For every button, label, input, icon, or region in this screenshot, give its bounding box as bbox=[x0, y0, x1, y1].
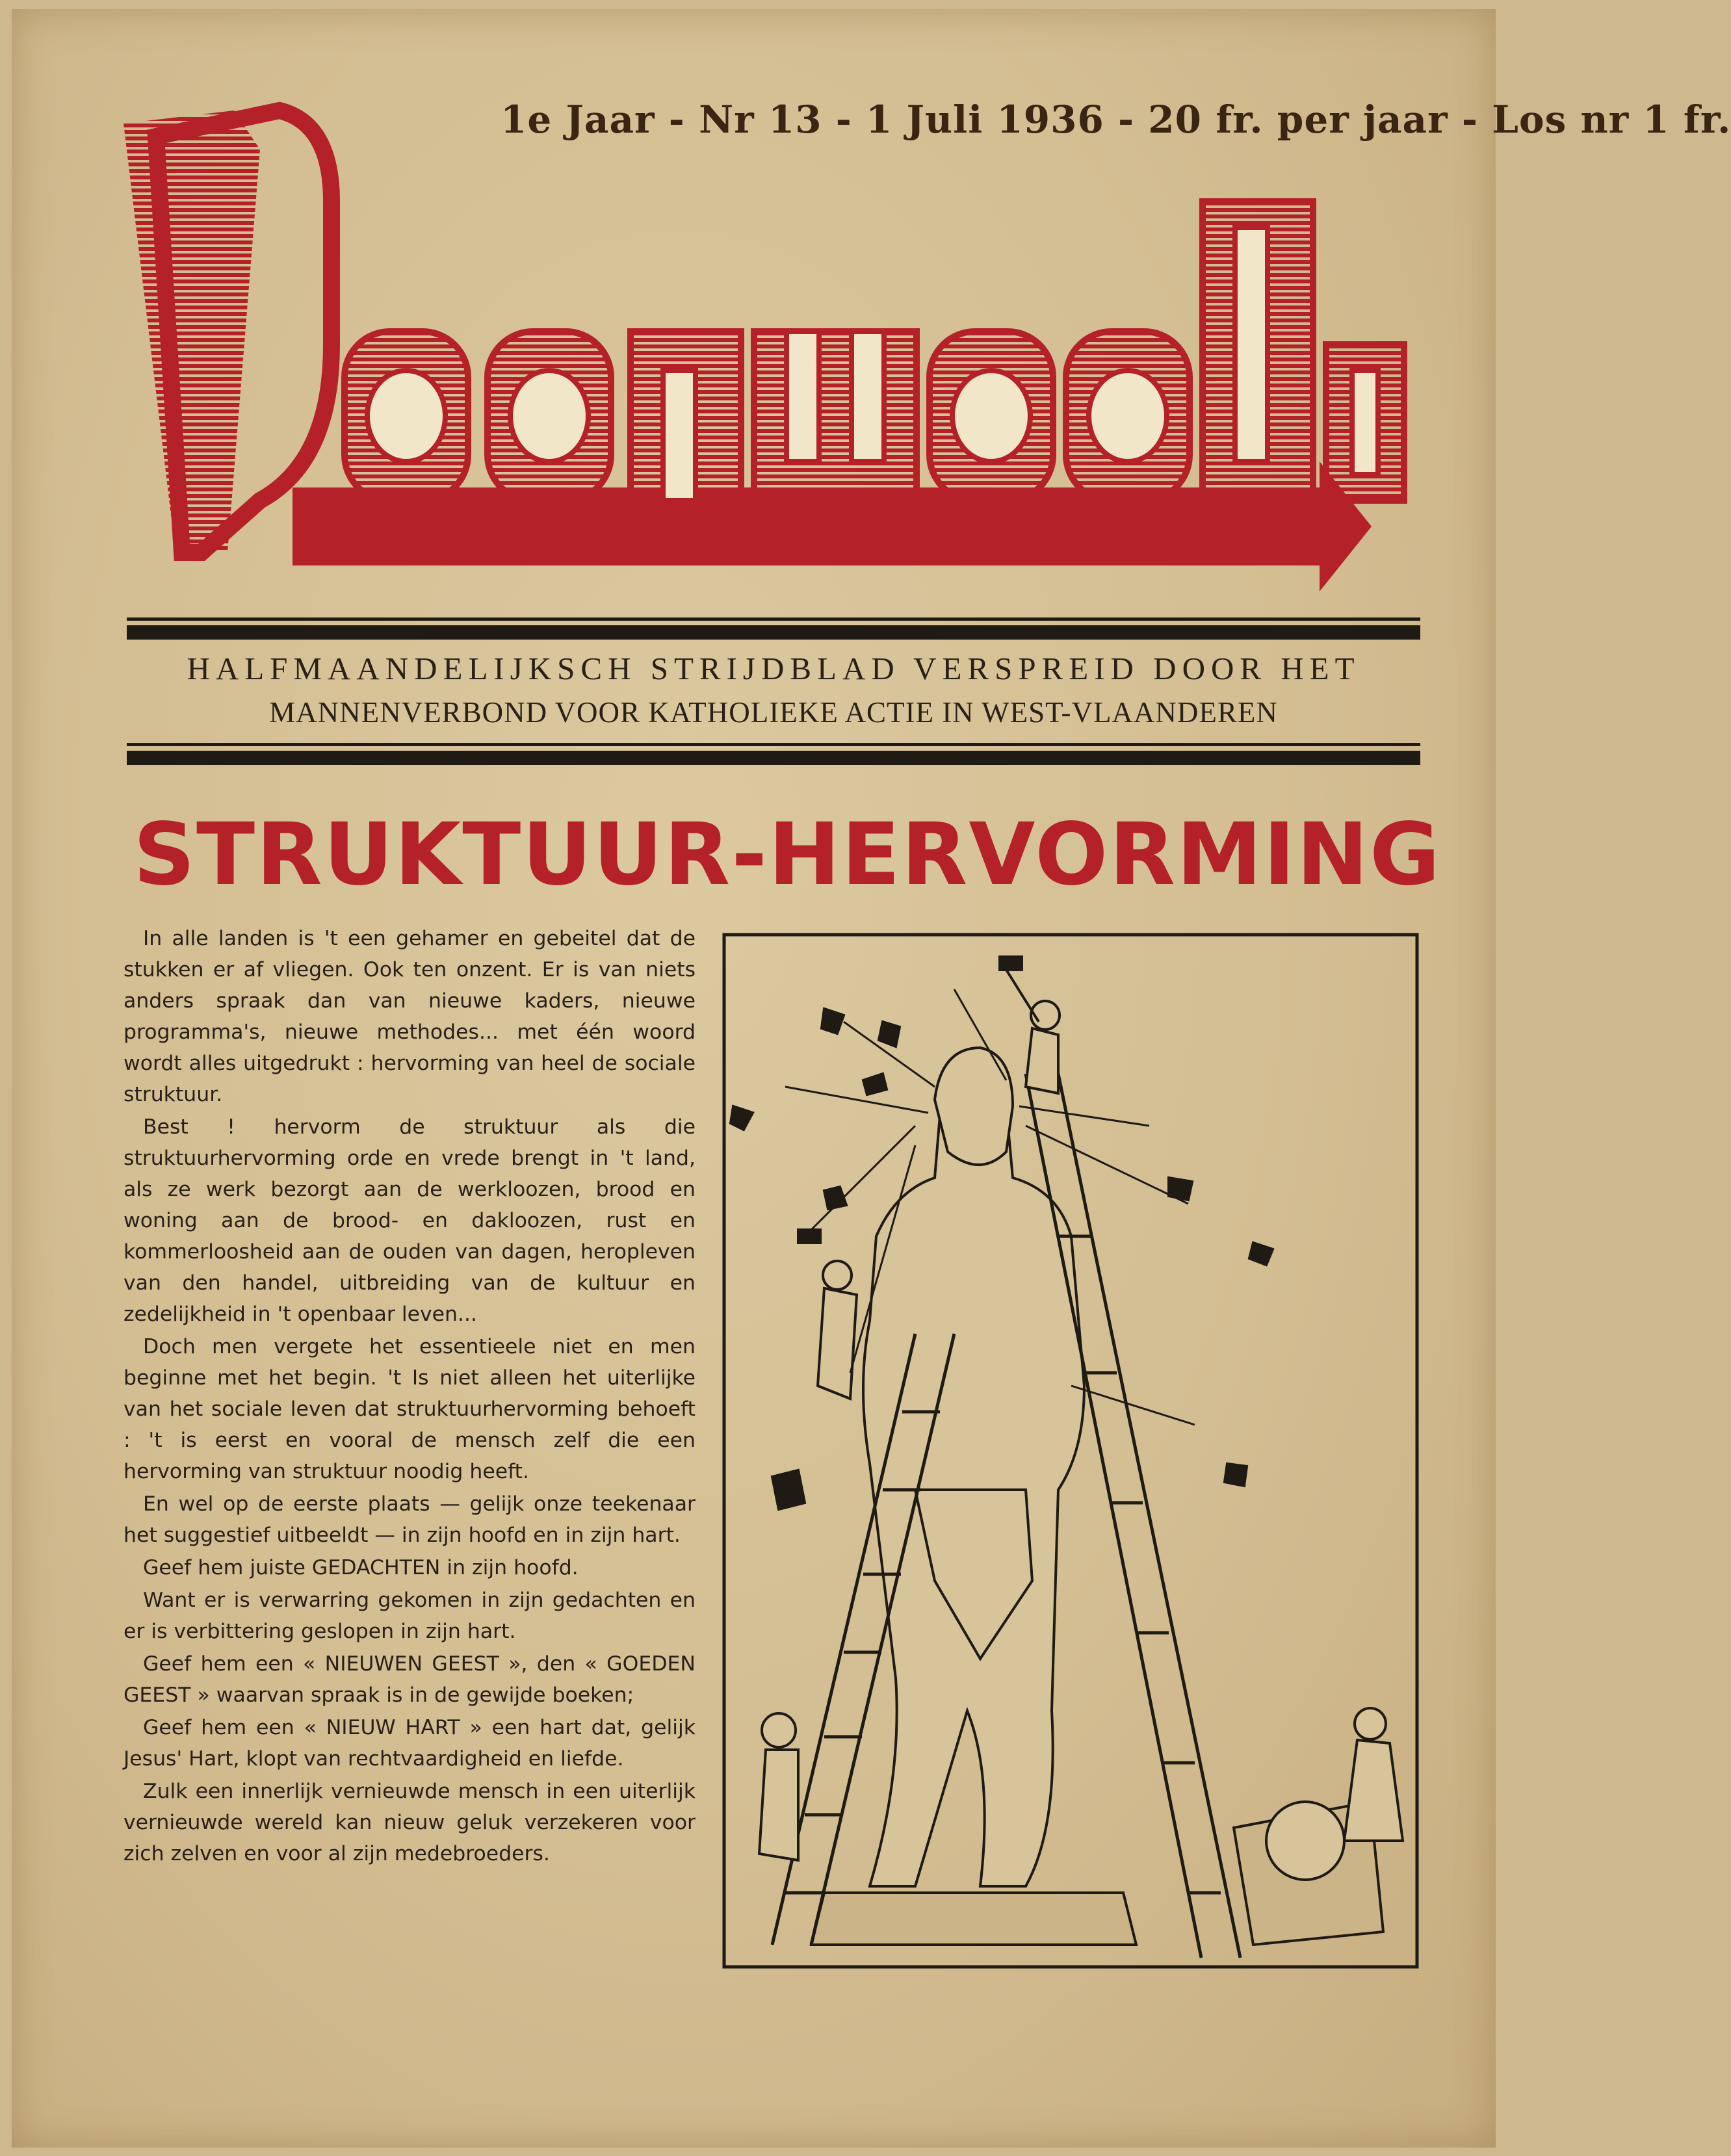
article-paragraph: Geef hem een « NIEUWEN GEEST », den « GOEDEN GEEST » waarvan spraak is in de gewijde boeken; bbox=[124, 1652, 696, 1707]
article-paragraph: Geef hem een « NIEUW HART » een hart dat, gelijk Jesus' Hart, klopt van rechtvaardigheid en liefde. bbox=[124, 1716, 696, 1771]
article-paragraph: Best ! hervorm de struktuur als die struktuurhervorming orde en vrede brengt in 't land, als ze werk bezorgt aan de werkloozen, brood en woning aan de brood- en dakloozen, rust en kommerloosheid aan de ouden van dagen, heropleven van den handel, uitbreiding van de kultuur en zedelijkheid in 't openbaar leven... bbox=[124, 1115, 696, 1326]
subtitle-line-1: HALFMAANDELIJKSCH STRIJDBLAD VERSPREID DOOR HET bbox=[187, 651, 1360, 686]
top-rule-thin bbox=[127, 617, 1420, 621]
bottom-rule-thin bbox=[127, 743, 1420, 746]
article-paragraph: En wel op de eerste plaats — gelijk onze teekenaar het suggestief uitbeeldt — in zijn hoofd en in zijn hart. bbox=[124, 1492, 696, 1547]
masthead-logo bbox=[98, 97, 1437, 604]
bottom-rule-thick bbox=[127, 751, 1420, 765]
issue-info: 1e Jaar - Nr 13 - 1 Juli 1936 - 20 fr. per jaar - Los nr 1 fr. bbox=[501, 97, 1731, 142]
article-paragraph: Zulk een innerlijk vernieuwde mensch in een uiterlijk vernieuwde wereld kan nieuw geluk verzekeren voor zich zelven en voor al zijn medebroeders. bbox=[124, 1780, 696, 1865]
article-paragraph: Doch men vergete het essentieele niet en men beginne met het begin. 't Is niet alleen het uiterlijke van het sociale leven dat struktuurhervorming behoeft : 't is eerst en vooral de mensch zelf die een hervorming van struktuur noodig heeft. bbox=[124, 1335, 696, 1483]
headline: STRUKTUUR-HERVORMING bbox=[133, 805, 1442, 905]
top-rule-thick bbox=[127, 625, 1420, 640]
article-paragraph: In alle landen is 't een gehamer en gebeitel dat de stukken er af vliegen. Ook ten onzent. Er is van niets anders spraak dan van nieuwe kaders, nieuwe programma's, nieuwe methodes... met één woord wordt alles uitgedrukt : hervorming van heel de sociale struktuur. bbox=[124, 927, 696, 1106]
article-body bbox=[124, 923, 696, 1871]
article-paragraph: Want er is verwarring gekomen in zijn gedachten en er is verbittering geslopen in zijn hart. bbox=[124, 1589, 696, 1643]
subtitle-line-2: MANNENVERBOND VOOR KATHOLIEKE ACTIE IN WEST-VLAANDEREN bbox=[269, 696, 1278, 729]
cartoon-illustration bbox=[720, 931, 1421, 1971]
article-paragraph: Geef hem juiste GEDACHTEN in zijn hoofd. bbox=[143, 1556, 579, 1579]
